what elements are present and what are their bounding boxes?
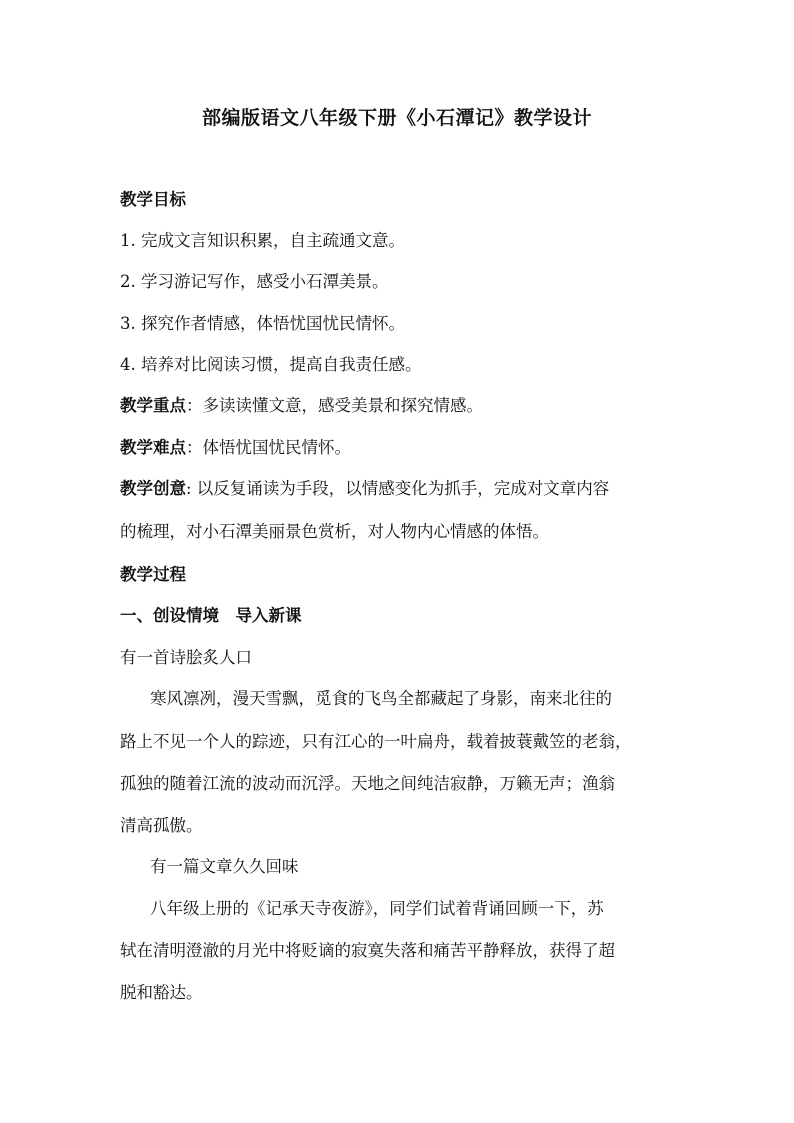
objective-item-1: 1. 完成文言知识积累，自主疏通文意。 xyxy=(120,231,405,250)
process-heading: 教学过程 xyxy=(120,565,186,584)
creativity-text-2: 的梳理，对小石潭美丽景色赏析，对人物内心情感的体悟。 xyxy=(120,522,549,541)
creativity-line-1 xyxy=(120,477,680,501)
article-para-line-1: 八年级上册的《记承天寺夜游》，同学们试着背诵回顾一下，苏 xyxy=(150,899,604,918)
objective-item-4: 4. 培养对比阅读习惯，提高自我责任感。 xyxy=(120,355,422,374)
article-intro: 有一篇文章久久回味 xyxy=(150,857,299,876)
poem-para-line-1: 寒风凛冽，漫天雪飘，觅食的飞鸟全都藏起了身影，南来北往的 xyxy=(150,689,612,708)
key-point-label: 教学重点 xyxy=(120,396,186,415)
objective-item-2: 2. 学习游记写作，感受小石潭美景。 xyxy=(120,272,389,291)
objectives-heading: 教学目标 xyxy=(120,190,186,209)
creativity-label: 教学创意 xyxy=(120,479,186,498)
objective-item-3: 3. 探究作者情感，体悟忧国忧民情怀。 xyxy=(120,314,405,333)
creativity-text-1: : 以反复诵读为手段，以情感变化为抓手，完成对文章内容 xyxy=(186,479,610,498)
difficulty-text: ：体悟忧国忧民情怀。 xyxy=(186,438,351,457)
poem-para-line-2: 路上不见一个人的踪迹，只有江心的一叶扁舟，载着披蓑戴笠的老翁， xyxy=(120,732,632,751)
poem-para-line-4: 清高孤傲。 xyxy=(120,816,203,835)
document-title: 部编版语文八年级下册《小石潭记》教学设计 xyxy=(201,107,592,129)
poem-intro: 有一首诗脍炙人口 xyxy=(120,648,252,667)
key-point-line xyxy=(120,394,680,418)
poem-para-line-3: 孤独的随着江流的波动而沉浮。天地之间纯洁寂静，万籁无声；渔翁 xyxy=(120,774,615,793)
article-para-line-2: 轼在清明澄澈的月光中将贬谪的寂寞失落和痛苦平静释放，获得了超 xyxy=(120,941,615,960)
difficulty-label: 教学难点 xyxy=(120,438,186,457)
section1-heading: 一、创设情境 导入新课 xyxy=(120,606,302,625)
key-point-text: ：多读读懂文意，感受美景和探究情感。 xyxy=(186,396,483,415)
article-para-line-3: 脱和豁达。 xyxy=(120,983,203,1002)
difficulty-line xyxy=(120,436,680,460)
